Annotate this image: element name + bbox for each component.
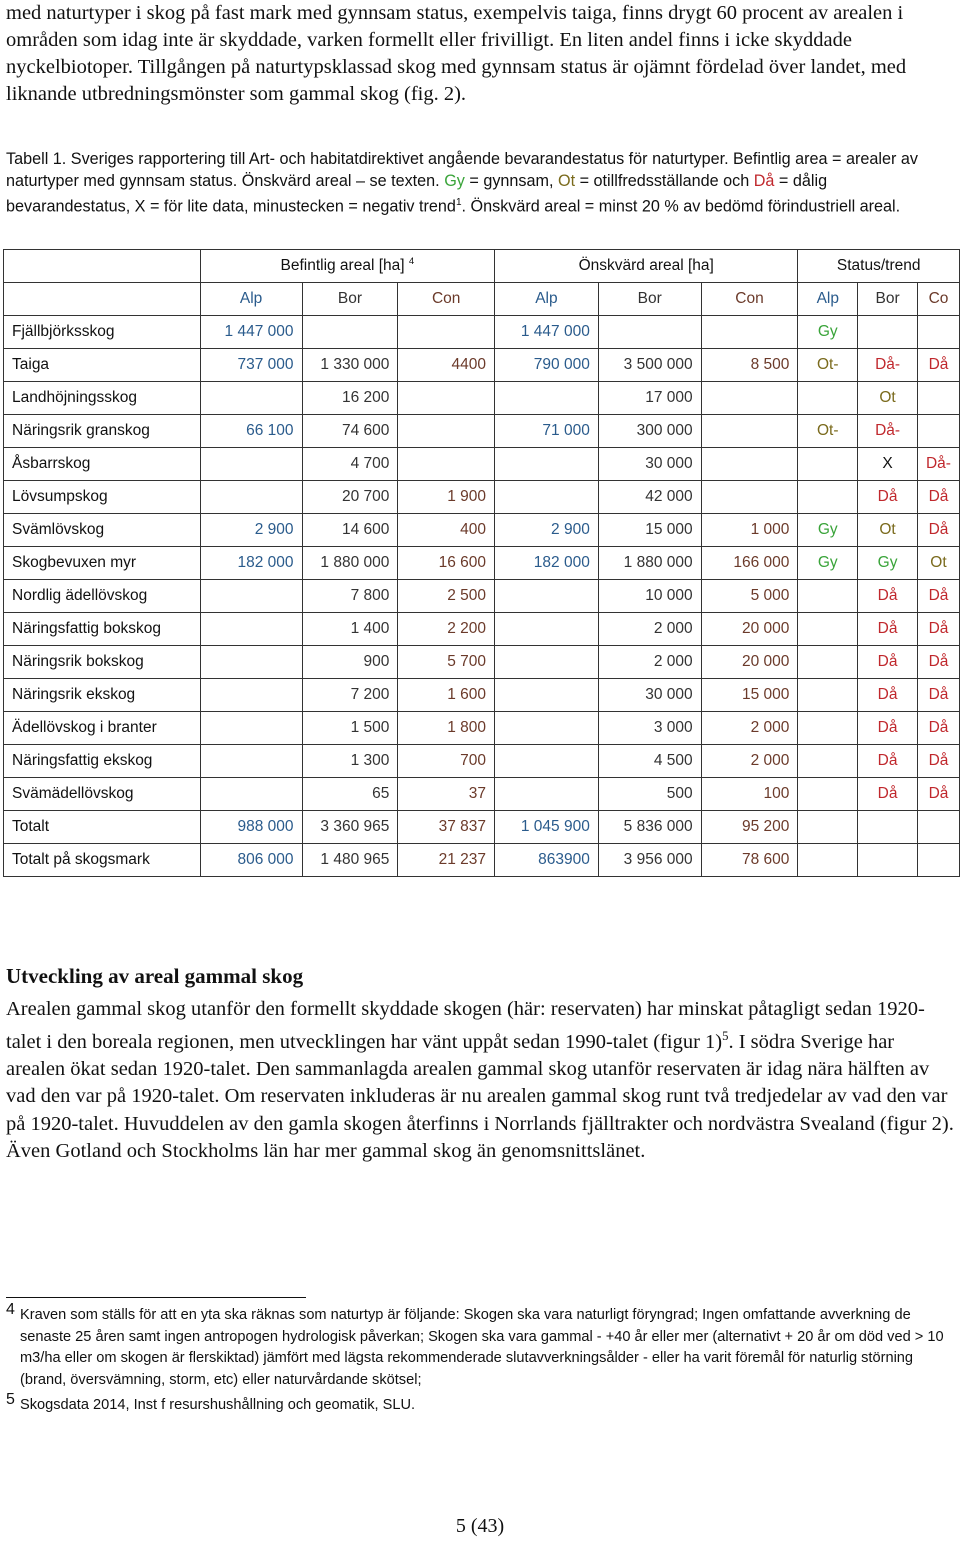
area-cell: 21 237 xyxy=(398,844,495,877)
area-cell: 2 900 xyxy=(200,514,302,547)
area-cell: 15 000 xyxy=(598,514,701,547)
area-cell: 1 500 xyxy=(302,712,398,745)
area-cell xyxy=(495,745,599,778)
caption-text-1: Tabell 1. Sveriges rapportering till Art- och habitatdirektivet angående bevarandestatus för naturtyper. Befintlig area = arealer av naturtyper med gynnsam status. Önskvärd areal – se texten. xyxy=(6,150,918,190)
row-label: Skogbevuxen myr xyxy=(4,547,201,580)
status-cell: Då xyxy=(858,712,918,745)
status-cell: Då xyxy=(858,613,918,646)
page-number: 5 (43) xyxy=(455,1515,505,1537)
header-befintlig-sup: 4 xyxy=(408,256,415,268)
area-cell: 988 000 xyxy=(200,811,302,844)
status-cell: X xyxy=(858,448,918,481)
table-corner-cell xyxy=(4,250,201,283)
area-cell: 2 000 xyxy=(701,745,798,778)
status-cell xyxy=(917,415,959,448)
area-cell: 3 500 000 xyxy=(598,349,701,382)
caption-text-5: . Önskvärd areal = minst 20 % av bedömd förindustriell areal. xyxy=(461,197,901,216)
row-label: Näringsfattig ekskog xyxy=(4,745,201,778)
caption-ot: Ot xyxy=(558,172,576,190)
area-cell: 2 900 xyxy=(495,514,599,547)
status-cell xyxy=(798,811,858,844)
row-label: Taiga xyxy=(4,349,201,382)
status-cell: Då xyxy=(858,580,918,613)
area-cell: 2 200 xyxy=(398,613,495,646)
area-cell: 300 000 xyxy=(598,415,701,448)
area-cell: 1 880 000 xyxy=(598,547,701,580)
footnote-text: Skogsdata 2014, Inst f resurshushållning och geomatik, SLU. xyxy=(20,1397,416,1414)
header-befintlig xyxy=(200,250,494,283)
area-cell xyxy=(398,382,495,415)
caption-text-3: = otillfredsställande och xyxy=(575,172,754,190)
status-cell: Då- xyxy=(917,448,959,481)
status-cell: Gy xyxy=(798,514,858,547)
section-paragraph xyxy=(6,996,954,1165)
status-cell: Då xyxy=(917,349,959,382)
area-cell: 700 xyxy=(398,745,495,778)
area-cell: 15 000 xyxy=(701,679,798,712)
status-cell: Då xyxy=(917,514,959,547)
footnote-separator xyxy=(6,1297,306,1298)
area-cell xyxy=(495,679,599,712)
area-cell xyxy=(200,778,302,811)
status-cell xyxy=(917,811,959,844)
row-label: Lövsumpskog xyxy=(4,481,201,514)
row-label: Näringsrik granskog xyxy=(4,415,201,448)
header-status: Status/trend xyxy=(798,250,960,283)
footnote-text: Kraven som ställs för att en yta ska räknas som naturtyp är följande: Skogen ska vara naturligt föryngrad; Ingen omfattande avverkning de senaste 25 åren samt ingen antropogen hydrologisk påverkan; Skogen ska vara gammal - +40 år eller mer (alternativt + 20 år om död ved > 10 m3/ha eller om skogen är flerskiktad) jämfört med lägsta rekommenderade slutavverkningsålder - eller ha varit föremål för naturlig störning (brand, översvämning, storm, etc) eller naturvårdande skötsel; xyxy=(20,1307,944,1388)
area-cell: 5 700 xyxy=(398,646,495,679)
status-cell: Ot- xyxy=(798,415,858,448)
subheader-cell: Bor xyxy=(302,283,398,316)
area-cell xyxy=(495,613,599,646)
area-cell: 806 000 xyxy=(200,844,302,877)
status-table xyxy=(3,249,960,877)
area-cell xyxy=(495,382,599,415)
section-body-text-1: Arealen gammal skog utanför den formellt skyddade skogen (här: reservaten) har minskat påtagligt sedan 1920-talet i den boreala regionen, men utvecklingen har vänt uppåt sedan 1990-talet (figur 1) xyxy=(6,998,925,1054)
table-row xyxy=(4,316,960,349)
area-cell: 4400 xyxy=(398,349,495,382)
area-cell xyxy=(200,382,302,415)
caption-text-4: = dålig bevarandestatus, X = för lite data, minustecken = negativ trend xyxy=(6,172,828,216)
status-cell xyxy=(798,679,858,712)
area-cell: 16 200 xyxy=(302,382,398,415)
status-cell: Då xyxy=(917,745,959,778)
status-cell xyxy=(798,448,858,481)
area-cell: 166 000 xyxy=(701,547,798,580)
status-cell: Då xyxy=(917,613,959,646)
area-cell xyxy=(200,646,302,679)
section-body-text-2: . I södra Sverige har arealen ökat sedan 1920-talet. Den sammanlagda arealen gammal skog utanför reservaten är idag nära hälften av vad den var på 1920-talet. Om reservaten inkluderas är nu arealen gammal skog runt två tredjedelar av vad den var på 1920-talet. Huvuddelen av den gamla skogen återfinns i Norrlands fjälltrakter och nordvästra Svealand (figur 2). Även Gotland och Stockholms län har mer gammal skog än genomsnittslänet. xyxy=(6,1031,954,1162)
area-cell: 790 000 xyxy=(495,349,599,382)
subheader-cell: Bor xyxy=(858,283,918,316)
status-cell: Då- xyxy=(858,415,918,448)
area-cell: 1 045 900 xyxy=(495,811,599,844)
area-cell: 42 000 xyxy=(598,481,701,514)
area-cell xyxy=(495,481,599,514)
area-cell: 66 100 xyxy=(200,415,302,448)
status-cell: Då xyxy=(917,712,959,745)
section-heading: Utveckling av areal gammal skog xyxy=(6,964,304,988)
area-cell: 1 447 000 xyxy=(200,316,302,349)
status-cell: Då xyxy=(917,646,959,679)
table-row xyxy=(4,745,960,778)
status-cell: Ot xyxy=(858,514,918,547)
table-subheader-row xyxy=(4,283,960,316)
footnote-5 xyxy=(6,1391,946,1417)
caption-da: Då xyxy=(753,172,775,190)
area-cell: 3 000 xyxy=(598,712,701,745)
area-cell: 4 500 xyxy=(598,745,701,778)
row-label: Totalt xyxy=(4,811,201,844)
header-onskvard: Önskvärd areal [ha] xyxy=(495,250,798,283)
subheader-cell: Alp xyxy=(495,283,599,316)
status-cell xyxy=(917,844,959,877)
status-cell xyxy=(798,844,858,877)
status-cell: Då xyxy=(858,745,918,778)
row-label: Landhöjningsskog xyxy=(4,382,201,415)
area-cell: 20 000 xyxy=(701,646,798,679)
status-cell xyxy=(798,382,858,415)
section-body xyxy=(6,996,954,1165)
area-cell xyxy=(200,613,302,646)
table-row xyxy=(4,580,960,613)
area-cell: 5 836 000 xyxy=(598,811,701,844)
status-cell: Då xyxy=(858,646,918,679)
area-cell: 1 900 xyxy=(398,481,495,514)
area-cell xyxy=(398,448,495,481)
area-cell xyxy=(701,382,798,415)
section-body-sup: 5 xyxy=(722,1029,729,1044)
status-cell: Då xyxy=(858,481,918,514)
table-row xyxy=(4,349,960,382)
status-cell xyxy=(798,481,858,514)
area-cell: 7 200 xyxy=(302,679,398,712)
area-cell xyxy=(495,448,599,481)
status-cell xyxy=(798,646,858,679)
status-cell xyxy=(858,811,918,844)
status-cell: Då xyxy=(917,481,959,514)
status-cell: Ot xyxy=(917,547,959,580)
table-row xyxy=(4,778,960,811)
subheader-empty-cell xyxy=(4,283,201,316)
row-label: Ädellövskog i branter xyxy=(4,712,201,745)
footnote-number: 5 xyxy=(6,1391,15,1409)
area-cell xyxy=(200,745,302,778)
area-cell: 182 000 xyxy=(495,547,599,580)
area-cell: 2 000 xyxy=(598,646,701,679)
area-cell: 3 360 965 xyxy=(302,811,398,844)
row-label: Totalt på skogsmark xyxy=(4,844,201,877)
status-cell: Då xyxy=(917,580,959,613)
row-label: Åsbarrskog xyxy=(4,448,201,481)
status-cell: Gy xyxy=(798,547,858,580)
area-cell: 37 xyxy=(398,778,495,811)
status-cell xyxy=(798,745,858,778)
status-cell xyxy=(858,844,918,877)
area-cell: 10 000 xyxy=(598,580,701,613)
area-cell: 737 000 xyxy=(200,349,302,382)
area-cell xyxy=(302,316,398,349)
area-cell xyxy=(701,415,798,448)
area-cell: 1 600 xyxy=(398,679,495,712)
status-cell xyxy=(798,580,858,613)
area-cell: 3 956 000 xyxy=(598,844,701,877)
area-cell: 100 xyxy=(701,778,798,811)
area-cell xyxy=(200,712,302,745)
status-cell xyxy=(798,712,858,745)
status-cell: Gy xyxy=(798,316,858,349)
row-label: Nordlig ädellövskog xyxy=(4,580,201,613)
area-cell xyxy=(200,679,302,712)
area-cell xyxy=(701,448,798,481)
table-row xyxy=(4,547,960,580)
area-cell: 1 447 000 xyxy=(495,316,599,349)
area-cell xyxy=(495,712,599,745)
area-cell: 400 xyxy=(398,514,495,547)
status-cell xyxy=(798,613,858,646)
area-cell xyxy=(495,646,599,679)
table-row xyxy=(4,448,960,481)
table-row xyxy=(4,382,960,415)
area-cell: 37 837 xyxy=(398,811,495,844)
area-cell: 1 300 xyxy=(302,745,398,778)
intro-text: med naturtyper i skog på fast mark med gynnsam status, exempelvis taiga, finns drygt 60 procent av arealen i områden som idag inte är skyddade, varken formellt eller frivilligt. En liten andel finns i icke skyddade nyckelbiotoper. Tillgången på naturtypsklassad skog med gynnsam status är ojämnt fördelad över landet, med liknande utbredningsmönster som gammal skog (fig. 2). xyxy=(6,2,907,105)
area-cell xyxy=(495,580,599,613)
table-row xyxy=(4,415,960,448)
area-cell xyxy=(598,316,701,349)
caption-sup: 1 xyxy=(455,197,462,208)
status-cell: Då xyxy=(917,778,959,811)
row-label: Fjällbjörksskog xyxy=(4,316,201,349)
area-cell xyxy=(398,316,495,349)
area-cell: 5 000 xyxy=(701,580,798,613)
area-cell: 30 000 xyxy=(598,448,701,481)
row-label: Svämädellövskog xyxy=(4,778,201,811)
status-cell: Då- xyxy=(858,349,918,382)
caption-gy: Gy xyxy=(444,172,465,190)
table-row xyxy=(4,679,960,712)
subheader-cell: Co xyxy=(917,283,959,316)
area-cell: 7 800 xyxy=(302,580,398,613)
area-cell: 20 700 xyxy=(302,481,398,514)
area-cell xyxy=(495,778,599,811)
table-row xyxy=(4,844,960,877)
status-cell: Ot- xyxy=(798,349,858,382)
area-cell: 17 000 xyxy=(598,382,701,415)
area-cell xyxy=(398,415,495,448)
area-cell: 863900 xyxy=(495,844,599,877)
area-cell: 14 600 xyxy=(302,514,398,547)
table-group-header-row xyxy=(4,250,960,283)
row-label: Näringsrik ekskog xyxy=(4,679,201,712)
status-cell xyxy=(858,316,918,349)
area-cell: 20 000 xyxy=(701,613,798,646)
table-row xyxy=(4,481,960,514)
area-cell: 4 700 xyxy=(302,448,398,481)
area-cell: 2 500 xyxy=(398,580,495,613)
area-cell: 1 000 xyxy=(701,514,798,547)
caption-text-2: = gynnsam, xyxy=(464,172,559,190)
status-cell xyxy=(798,778,858,811)
row-label: Näringsrik bokskog xyxy=(4,646,201,679)
area-cell: 71 000 xyxy=(495,415,599,448)
area-cell xyxy=(200,481,302,514)
subheader-cell: Alp xyxy=(798,283,858,316)
area-cell: 2 000 xyxy=(598,613,701,646)
area-cell: 78 600 xyxy=(701,844,798,877)
area-cell: 1 880 000 xyxy=(302,547,398,580)
area-cell: 500 xyxy=(598,778,701,811)
status-cell: Gy xyxy=(858,547,918,580)
row-label: Svämlövskog xyxy=(4,514,201,547)
subheader-cell: Con xyxy=(701,283,798,316)
header-befintlig-label: Befintlig areal [ha] xyxy=(280,257,405,275)
status-cell xyxy=(917,316,959,349)
area-cell: 95 200 xyxy=(701,811,798,844)
area-cell: 182 000 xyxy=(200,547,302,580)
area-cell: 1 800 xyxy=(398,712,495,745)
area-cell xyxy=(701,316,798,349)
footnote-number: 4 xyxy=(6,1301,15,1318)
subheader-cell: Alp xyxy=(200,283,302,316)
area-cell: 2 000 xyxy=(701,712,798,745)
footnote-4 xyxy=(6,1301,946,1391)
footnotes xyxy=(6,1301,946,1417)
table-caption xyxy=(6,148,954,217)
area-cell: 1 330 000 xyxy=(302,349,398,382)
status-table-container xyxy=(3,249,960,877)
area-cell xyxy=(200,448,302,481)
row-label: Näringsfattig bokskog xyxy=(4,613,201,646)
area-cell xyxy=(200,580,302,613)
table-row xyxy=(4,811,960,844)
status-cell: Då xyxy=(858,778,918,811)
table-row xyxy=(4,646,960,679)
status-cell: Då xyxy=(858,679,918,712)
area-cell: 900 xyxy=(302,646,398,679)
area-cell: 8 500 xyxy=(701,349,798,382)
area-cell: 74 600 xyxy=(302,415,398,448)
status-cell: Då xyxy=(917,679,959,712)
table-row xyxy=(4,514,960,547)
subheader-cell: Con xyxy=(398,283,495,316)
area-cell xyxy=(701,481,798,514)
area-cell: 1 480 965 xyxy=(302,844,398,877)
status-cell: Ot xyxy=(858,382,918,415)
intro-paragraph xyxy=(6,0,954,108)
area-cell: 1 400 xyxy=(302,613,398,646)
area-cell: 16 600 xyxy=(398,547,495,580)
subheader-cell: Bor xyxy=(598,283,701,316)
area-cell: 30 000 xyxy=(598,679,701,712)
area-cell: 65 xyxy=(302,778,398,811)
table-row xyxy=(4,712,960,745)
status-cell xyxy=(917,382,959,415)
table-row xyxy=(4,613,960,646)
